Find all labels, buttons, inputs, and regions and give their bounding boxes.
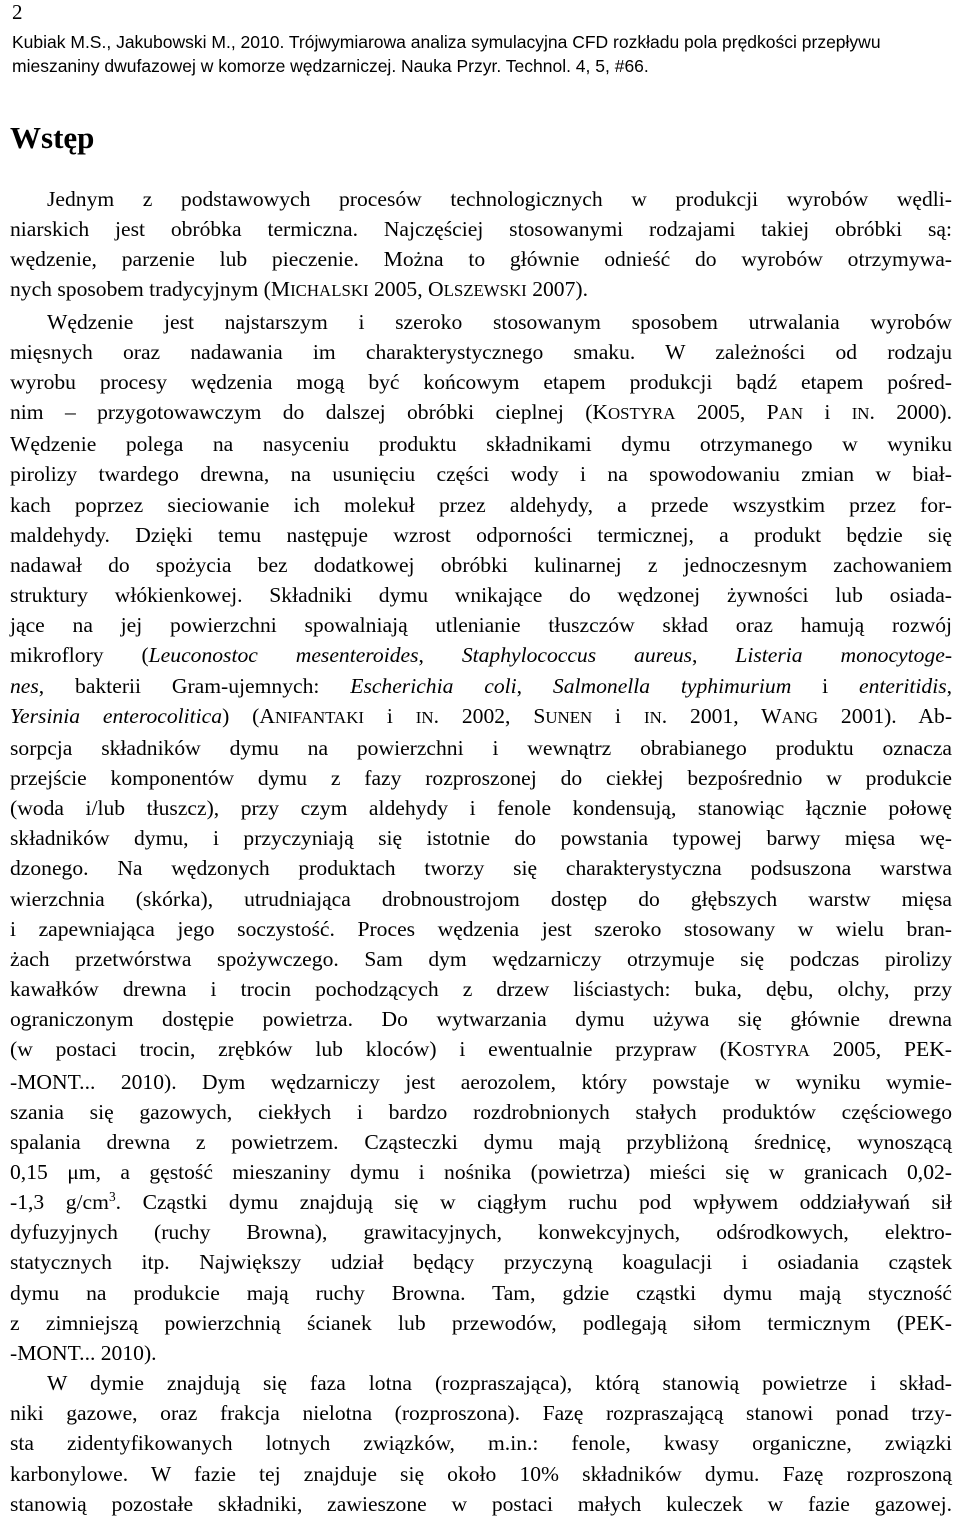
text-segment: . 2002, S — [433, 703, 546, 728]
text-segment: niki gazowe, oraz frakcja nielotna (rozproszona). Fazę rozpraszającą stanowi ponad trzy- — [10, 1401, 952, 1426]
text-line — [10, 184, 952, 214]
italic-text: Salmonella typhimurium — [552, 673, 792, 698]
text-line — [10, 1067, 952, 1097]
text-line — [10, 244, 952, 274]
text-segment: dyfuzyjnych (ruchy Browna), grawitacyjnych, konwekcyjnych, odśrodkowych, elektro- — [10, 1220, 952, 1245]
text-segment: ) (A — [222, 703, 275, 728]
text-line — [10, 610, 952, 640]
text-segment: , — [946, 673, 953, 698]
text-segment: nim – przygotowawczym do dalszej obróbki cieplnej (K — [10, 400, 609, 425]
text-segment: mikroflory ( — [10, 643, 149, 668]
text-segment: dymu na produkcie mają ruchy Browna. Tam, gdzie cząstki dymu mają styczność — [10, 1280, 952, 1305]
text-line — [10, 884, 952, 914]
text-line — [10, 1217, 952, 1247]
text-segment: kawałków drewna i trocin pochodzących z drzew liściastych: buka, dębu, olchy, przy — [10, 977, 952, 1002]
small-caps-text: AN — [778, 404, 803, 424]
text-segment: nych sposobem tradycyjnym (M — [10, 277, 291, 302]
text-segment: szania się gazowych, ciekłych i bardzo rozdrobnionych stałych produktów częściowego — [10, 1099, 952, 1124]
text-line — [10, 853, 952, 883]
text-line — [10, 1004, 952, 1034]
page-number: 2 — [12, 0, 23, 24]
citation-header — [12, 30, 952, 78]
text-line — [10, 1278, 952, 1308]
small-caps-text: IN — [415, 707, 434, 727]
italic-text: Leuconostoc mesenteroides — [148, 643, 419, 668]
text-segment: 2007). — [526, 277, 588, 302]
text-line — [10, 701, 952, 733]
text-line — [10, 914, 952, 944]
text-segment: nadawał do spożycia bez dodatkowej obróbki kulinarnej z jednoczesnym zachowaniem — [10, 552, 952, 577]
citation-line-1: Kubiak M.S., Jakubowski M., 2010. Trójwymiarowa analiza symulacyjna CFD rozkładu pola prędkości przepływu — [12, 32, 881, 52]
text-line — [10, 671, 952, 701]
text-segment: wędzenie, parzenie lub pieczenie. Można to głównie odnieść do wyrobów otrzymywa- — [10, 247, 952, 272]
text-segment: wierzchnia (skórka), utrudniająca drobnoustrojom dostęp do głębszych warstw mięsa — [10, 886, 952, 911]
text-line — [10, 1157, 952, 1187]
text-segment: , — [692, 643, 736, 668]
text-segment: maldehydy. Dzięki temu następuje wzrost odporności termicznej, a produkt będzie się — [10, 522, 952, 547]
text-line — [10, 640, 952, 670]
text-line — [10, 793, 952, 823]
text-segment: Wędzenie polega na nasyceniu produktu składnikami dymu otrzymanego w wyniku — [10, 432, 952, 457]
small-caps-text: UNEN — [545, 707, 593, 727]
text-segment: żach przetwórstwa spożywczego. Sam dym wędzarniczy otrzymuje się podczas pirolizy — [10, 946, 952, 971]
small-caps-text: IN — [851, 404, 870, 424]
small-caps-text: ANG — [781, 707, 819, 727]
text-segment: Jednym z podstawowych procesów technologicznych w produkcji wyrobów wędli- — [47, 187, 952, 211]
text-line — [10, 763, 952, 793]
text-line — [10, 944, 952, 974]
text-segment: -MONT... 2010). Dym wędzarniczy jest aerozolem, który powstaje w wyniku wymie- — [10, 1069, 952, 1094]
text-line — [10, 550, 952, 580]
text-segment: W dymie znajdują się faza lotna (rozpraszająca), którą stanowią powietrze i skład- — [47, 1371, 952, 1396]
text-segment: karbonylowe. W fazie tej znajduje się około 10% składników dymu. Fazę rozproszoną — [10, 1461, 952, 1486]
text-segment: pirolizy twardego drewna, na usunięciu części wody i na spowodowaniu zmian w biał- — [10, 462, 952, 487]
text-segment: . 2000). — [869, 400, 952, 425]
text-line — [10, 459, 952, 489]
text-segment: jące na jej powierzchni spowalniają utlenianie tłuszczów skład oraz hamują rozwój — [10, 613, 952, 638]
text-segment: Wędzenie jest najstarszym i szeroko stosowanym sposobem utrwalania wyrobów — [47, 309, 952, 334]
text-segment: przejście komponentów dymu z fazy rozproszonej do ciekłej bezpośrednio w produkcie — [10, 765, 952, 790]
text-segment: (w postaci trocin, zrębków lub kloców) i ewentualnie przypraw (K — [10, 1037, 743, 1062]
text-segment: -MONT... 2010). — [10, 1340, 157, 1365]
text-line — [10, 490, 952, 520]
text-segment: , — [516, 673, 553, 698]
text-segment: sorpcja składników dymu na powierzchni i wewnątrz obrabianego produktu oznacza — [10, 735, 952, 760]
text-segment: stanowią pozostałe składniki, zawieszone w postaci małych kuleczek w fazie gazowej. — [10, 1491, 952, 1516]
text-line — [10, 337, 952, 367]
small-caps-text: OSTYRA — [742, 1041, 810, 1061]
section-heading: Wstęp — [10, 120, 95, 155]
text-segment: i — [592, 703, 644, 728]
italic-text: Staphylococcus aureus — [461, 643, 693, 668]
small-caps-text: NIFANTAKI — [274, 707, 364, 727]
text-line — [10, 1459, 952, 1489]
text-line — [10, 1097, 952, 1127]
text-line — [10, 1398, 952, 1428]
text-segment: 2005, PEK- — [809, 1037, 952, 1062]
text-segment: wyrobu procesy wędzenia mogą być końcowym etapem produkcji bądź etapem pośred- — [10, 369, 952, 394]
text-segment: kach poprzez sieciowanie ich molekuł przez aldehydy, a przede wszystkim przez for- — [10, 492, 952, 517]
text-line — [10, 580, 952, 610]
text-line — [10, 733, 952, 763]
text-segment: . Cząstki dymu znajdują się w ciągłym ruchu pod wpływem oddziaływań sił — [115, 1190, 952, 1215]
text-segment: niarskich jest obróbka termiczna. Najczęściej stosowanymi rodzajami takiej obróbki są: — [10, 217, 952, 242]
small-caps-text: OSTYRA — [608, 404, 676, 424]
small-caps-text: IN — [643, 707, 662, 727]
italic-text: enteritidis — [859, 673, 947, 698]
text-line — [10, 274, 952, 306]
text-segment: . 2001, W — [661, 703, 782, 728]
text-segment: -1,3 g/cm — [10, 1190, 109, 1215]
text-segment: i — [791, 673, 860, 698]
text-line — [10, 367, 952, 397]
text-line — [10, 1127, 952, 1157]
text-line — [10, 1338, 952, 1368]
italic-text: nes — [10, 673, 39, 698]
text-segment: składników dymu, i przyczyniają się istotnie do powstania typowej barwy mięsa wę- — [10, 826, 952, 851]
text-segment: sta zidentyfikowanych lotnych związków, m.in.: fenole, kwasy organiczne, związki — [10, 1431, 952, 1456]
text-segment: i zapewniająca jego soczystość. Proces wędzenia jest szeroko stosowany w wielu bran- — [10, 916, 952, 941]
text-segment: i — [802, 400, 852, 425]
text-segment: 0,15 μm, a gęstość mieszaniny dymu i nośnika (powietrza) mieści się w granicach 0,02- — [10, 1160, 952, 1184]
text-line — [10, 397, 952, 429]
text-line — [10, 1187, 952, 1217]
text-segment: struktury włókienkowej. Składniki dymu wnikające do wędzonej żywności lub osiada- — [10, 583, 952, 608]
text-line — [10, 974, 952, 1004]
text-segment: , — [418, 643, 462, 668]
italic-text: Escherichia coli — [350, 673, 517, 698]
text-line — [10, 1308, 952, 1338]
text-segment: 2005, P — [675, 400, 779, 425]
text-segment: dzonego. Na wędzonych produktach tworzy się charakterystyczna podsuszona warstwa — [10, 856, 952, 881]
text-segment: , bakterii Gram-ujemnych: — [38, 673, 351, 698]
citation-line-2: mieszaniny dwufazowej w komorze wędzarniczej. Nauka Przyr. Technol. 4, 5, #66. — [12, 56, 649, 76]
text-segment: mięsnych oraz nadawania im charakterystycznego smaku. W zależności od rodzaju — [10, 339, 952, 364]
text-segment: z zimniejszą powierzchnią ścianek lub przewodów, podlegają siłom termicznym (PEK- — [10, 1310, 952, 1335]
text-segment: i — [363, 703, 416, 728]
text-line — [10, 1034, 952, 1066]
superscript: 3 — [108, 1188, 116, 1204]
small-caps-text: ICHALSKI — [290, 281, 369, 301]
text-line — [10, 1428, 952, 1458]
text-segment: (woda i/lub tłuszcz), przy czym aldehydy i fenole kondensują, stanowiąc łącznie połowę — [10, 796, 952, 821]
text-line — [10, 307, 952, 337]
text-line — [10, 429, 952, 459]
small-caps-text: LSZEWSKI — [443, 281, 527, 301]
text-segment: spalania drewna z powietrzem. Cząsteczki dymu mają przybliżoną średnicę, wynoszącą — [10, 1129, 952, 1154]
text-line — [10, 823, 952, 853]
text-segment: ograniczonym dostępie powietrza. Do wytwarzania dymu używa się głównie drewna — [10, 1007, 952, 1032]
italic-text: Yersinia enterocolitica — [10, 703, 223, 728]
text-line — [10, 520, 952, 550]
text-line — [10, 214, 952, 244]
text-line — [10, 1247, 952, 1277]
text-segment: statycznych itp. Największy udział będący przyczyną koagulacji i osiadania cząstek — [10, 1250, 952, 1275]
text-line — [10, 1489, 952, 1519]
italic-text: Listeria monocytoge- — [735, 643, 953, 668]
text-segment: 2005, O — [368, 277, 444, 302]
text-segment: 2001). Ab- — [818, 703, 953, 728]
body-text — [10, 184, 952, 1519]
text-line — [10, 1368, 952, 1398]
